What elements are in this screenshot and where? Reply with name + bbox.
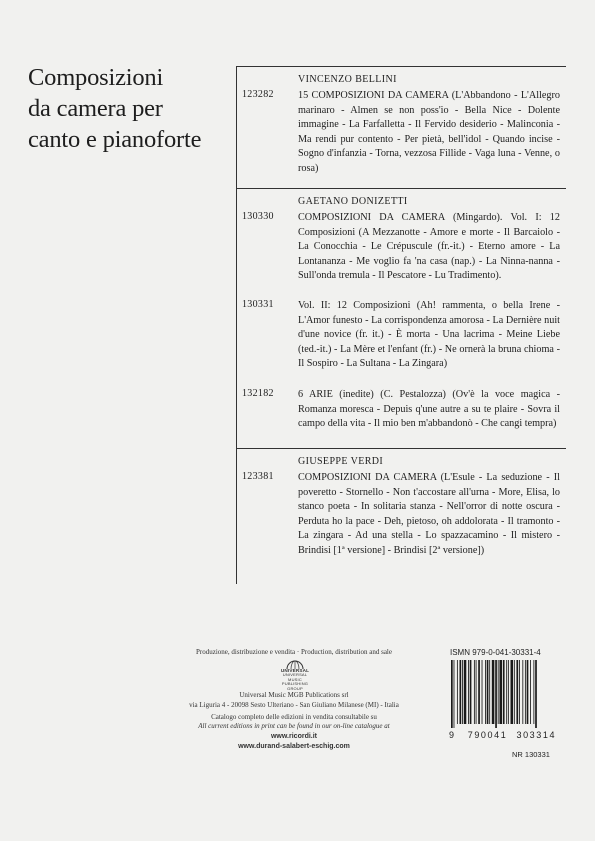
barcode-bar [470, 660, 472, 724]
barcode-bar [498, 660, 499, 724]
title-line: da camera per [28, 95, 163, 122]
composer-name: GIUSEPPE VERDI [298, 456, 384, 467]
barcode-bar [499, 660, 502, 724]
barcode-bar [489, 660, 490, 724]
catalogue-number: NR 130331 [512, 750, 550, 759]
catalogue-description: COMPOSIZIONI DA CAMERA (Mingardo). Vol. I: 12 Composizioni (A Mezzanotte - Amore e morte - Il Barcaiolo - La Conocchia - Le Crépuscule (fr.-it.) - Eterno amore - La Lontananza - Me voglio fa 'na casa (nap.) - La Ninna-nanna - Sull'onda tremula - Il Pescatore - Lu Tradimento). [298, 212, 560, 282]
catalogue-description: 15 COMPOSIZIONI DA CAMERA (L'Abbandono - L'Allegro marinaro - Almen se non poss'io - Bella Nice - Dolente immagine - La Farfalletta - Il Fervido desiderio - Malinconia - Ma rendi pur contento - Per pietà, bell'idol - Quando incise - Sogno d'infanzia - Torna, vezzosa Fillide - Vaga luna - Venne, o rosa) [298, 90, 560, 174]
catalogue-description: Vol. II: 12 Composizioni (Ah! rammenta, o bella Irene - L'Amor funesto - La corrispondenza amorosa - La Dernière nuit d'une novice (fr. it.) - È morta - Una lacrima - Meine Liebe (ted.-it.) - La Mère et l'enfant (fr.) - Ne ornerà la bruna chioma - Il Sospiro - La Sultana - La Zingara) [298, 300, 560, 370]
barcode-bar [464, 660, 467, 724]
composer-name: VINCENZO BELLINI [298, 74, 397, 85]
barcode-bar [533, 660, 534, 724]
barcode-bar [487, 660, 489, 724]
barcode-bar [506, 660, 507, 724]
catalogue-code: 130330 [242, 211, 274, 222]
barcode-bar [525, 660, 526, 724]
catalogue-code: 130331 [242, 299, 274, 310]
catalogue-note-en: All current editions in print can be found in our on-line catalogue at [198, 722, 390, 730]
barcode-bar [478, 660, 480, 724]
barcode-bar [535, 660, 537, 728]
website-link[interactable]: www.ricordi.it [270, 733, 318, 740]
barcode-bar [530, 660, 531, 724]
catalogue-description: 6 ARIE (inedite) (C. Pestalozza) (Ov'è la voce magica - Romanza moresca - Depuis q'une autre a su te plaire - Sovra il campo della vita - Il mio ben m'abbandonò - Che cangi tempra) [298, 389, 560, 430]
title-line: canto e pianoforte [28, 126, 202, 153]
barcode-bar [492, 660, 495, 724]
logo-subtitle: UNIVERSAL MUSIC [282, 672, 308, 682]
barcode-bar [451, 660, 453, 728]
logo-name: UNIVERSAL [280, 668, 310, 673]
barcode-bar [519, 660, 520, 724]
ean-prefix: 9 [449, 730, 456, 740]
barcode-bar [527, 660, 529, 724]
ean-group: 790041 [467, 730, 508, 740]
barcode-bar [485, 660, 486, 724]
section-rule [236, 448, 566, 449]
publisher-line: Produzione, distribuzione e vendita · Production, distribution and sale [196, 648, 392, 656]
barcode-bar [482, 660, 483, 724]
barcode-bar [522, 660, 523, 724]
barcode-bar [454, 660, 455, 728]
catalogue-description: COMPOSIZIONI DA CAMERA (L'Esule - La seduzione - Il poveretto - Stornello - Non t'accostare all'urna - More, Elisa, lo stanco poeta - In solitaria stanza - Nell'orror di notte oscura - Perduta ho la pace - Deh, pietoso, oh addolorata - Il tramonto - La zingara - Ad una stella - Lo spazzacamino - Il mistero - Brindisi [1ª versione] - Brindisi [2ª versione]) [298, 472, 560, 556]
ismn-number: ISMN 979-0-041-30331-4 [450, 648, 541, 657]
catalogue-code: 132182 [242, 388, 274, 399]
barcode-bar [476, 660, 477, 724]
catalogue-code: 123381 [242, 471, 274, 482]
catalogue-note: Catalogo completo delle edizioni in vendita consultabile su [211, 713, 377, 721]
title-line: Composizioni [28, 64, 164, 91]
section-rule [236, 188, 566, 189]
barcode-bar [511, 660, 514, 724]
website-link[interactable]: www.durand-salabert-eschig.com [238, 743, 350, 750]
section-rule [236, 66, 566, 67]
barcode-bar [457, 660, 458, 724]
ean-digits [449, 730, 561, 740]
barcode-bar [495, 660, 497, 728]
barcode-bar [516, 660, 518, 724]
barcode-bar [462, 660, 463, 724]
logo-subtitle: PUBLISHING GROUP [281, 681, 309, 691]
barcode-bar [474, 660, 475, 724]
barcode-image [449, 660, 561, 728]
company-address: via Liguria 4 - 20098 Sesto Ulteriano - San Giuliano Milanese (MI) - Italia [189, 701, 399, 709]
barcode-bar [514, 660, 515, 724]
barcode-bar [503, 660, 505, 724]
ean-group: 303314 [516, 730, 557, 740]
company-name: Universal Music MGB Publications srl [239, 691, 349, 699]
barcode-bar [508, 660, 509, 724]
composer-name: GAETANO DONIZETTI [298, 196, 408, 207]
barcode-bar [460, 660, 462, 724]
catalogue-code: 123282 [242, 89, 274, 100]
universal-logo [278, 660, 312, 691]
page-title [28, 62, 243, 155]
barcode-bar [468, 660, 469, 724]
column-divider [236, 66, 237, 584]
